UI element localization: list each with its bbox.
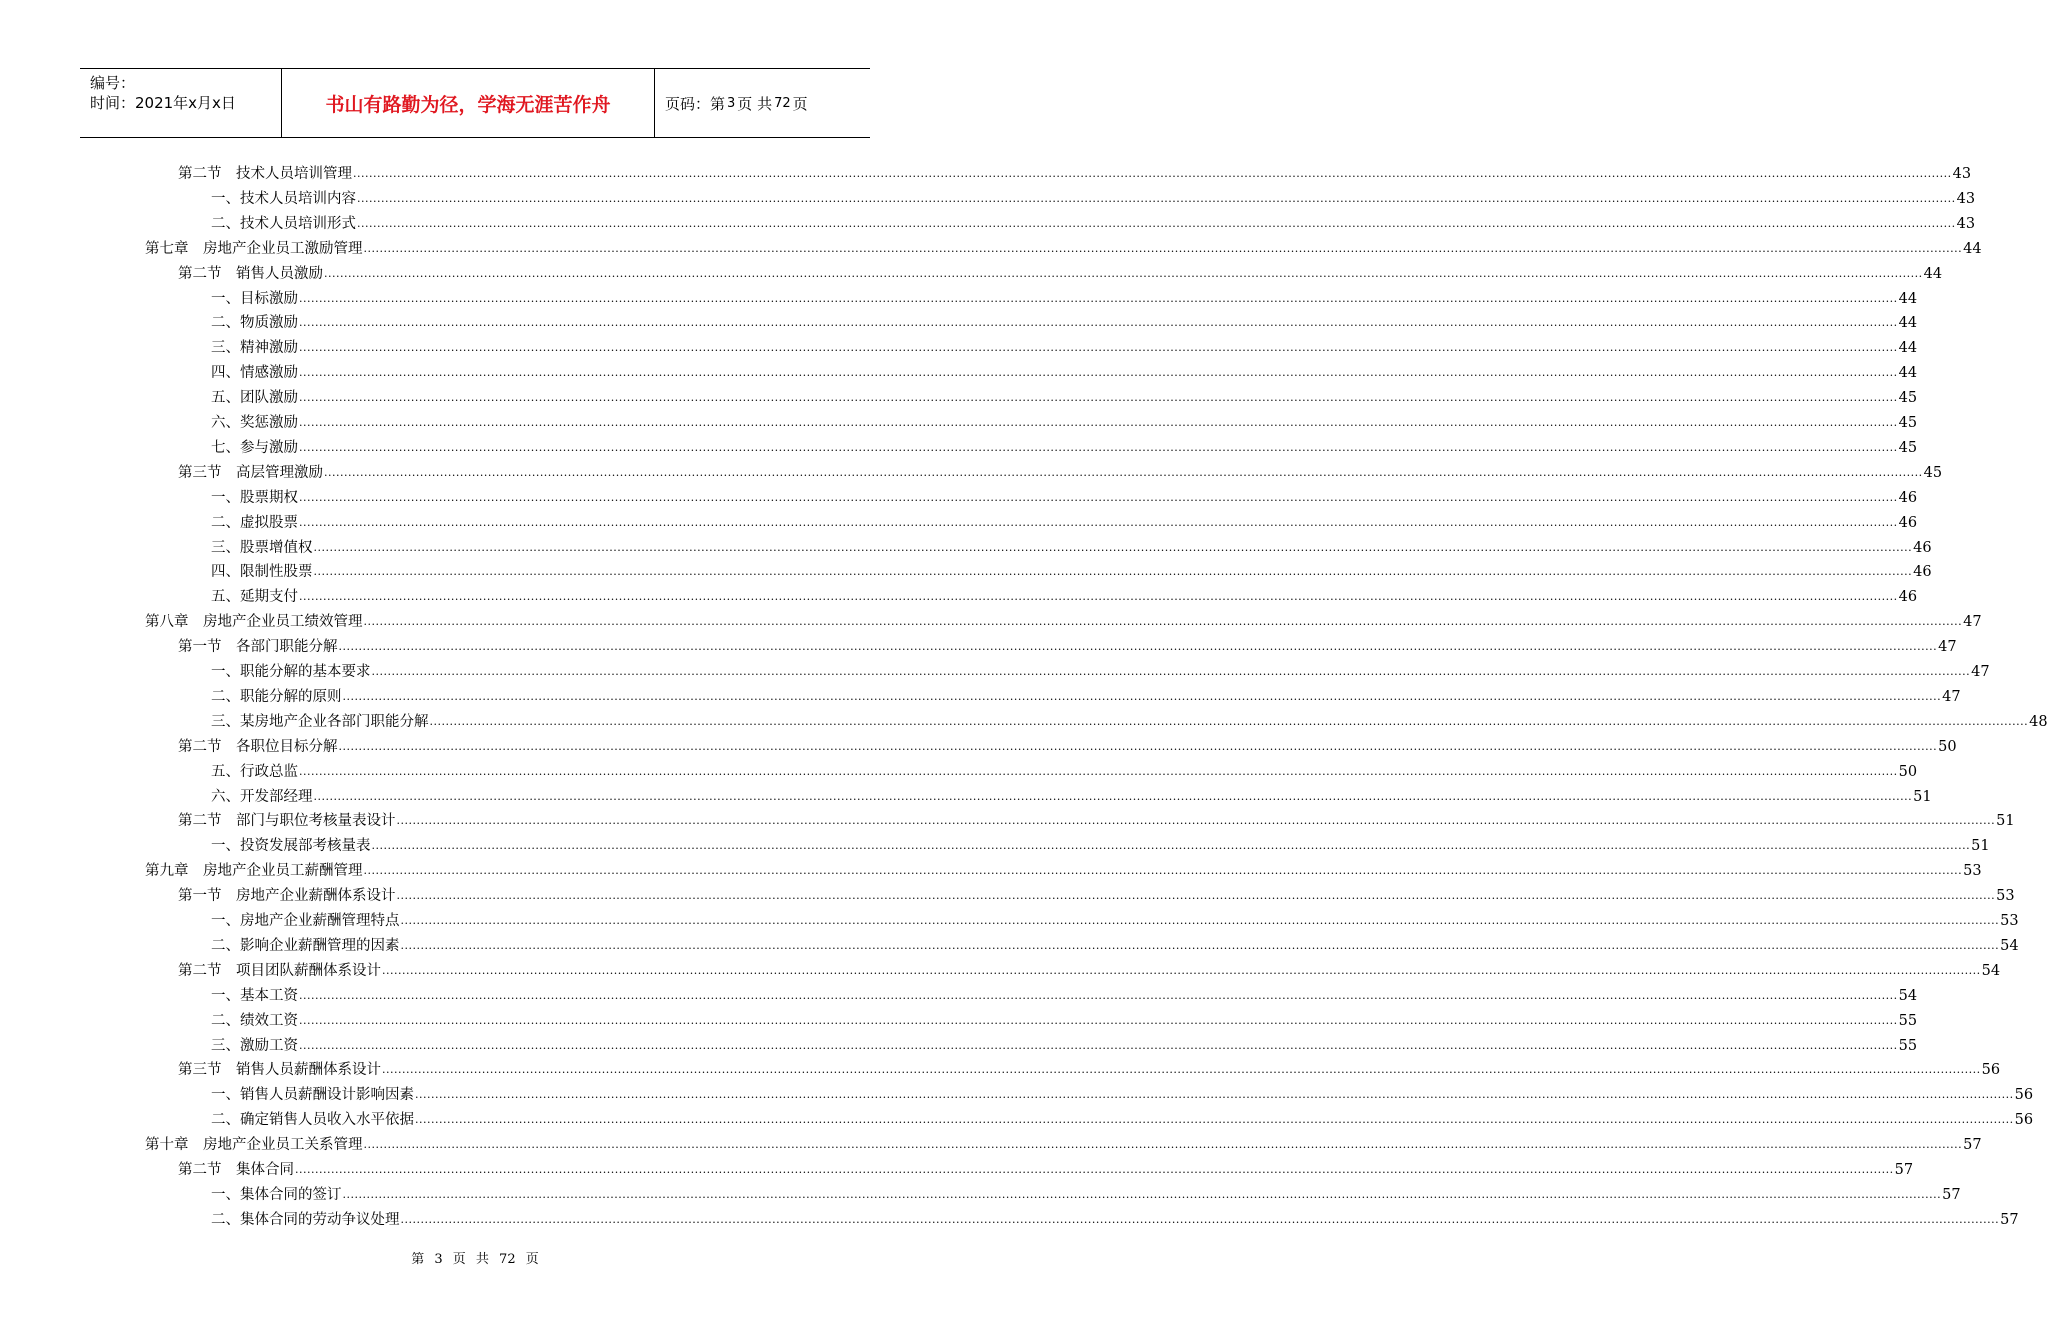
toc-entry-label: 三、激励工资 xyxy=(211,1037,298,1054)
toc-entry[interactable] xyxy=(178,956,2001,980)
toc-leader-dots: ................................................................................................................................................................................................................................................................................................................................................................................................................ xyxy=(324,465,1923,479)
toc-entry-page: 50 xyxy=(1938,738,1957,755)
toc-entry[interactable] xyxy=(211,433,1918,457)
toc-entry[interactable] xyxy=(211,1031,1918,1055)
toc-entry-page: 57 xyxy=(1942,1186,1961,1203)
toc-entry-label: 六、开发部经理 xyxy=(211,788,313,805)
toc-entry[interactable] xyxy=(145,856,1982,880)
toc-leader-dots: ................................................................................................................................................................................................................................................................................................................................................................................................................ xyxy=(415,1088,2014,1102)
toc-leader-dots: ................................................................................................................................................................................................................................................................................................................................................................................................................ xyxy=(324,266,1923,280)
toc-leader-dots: ................................................................................................................................................................................................................................................................................................................................................................................................................ xyxy=(299,515,1898,529)
page-current: 3 xyxy=(727,95,736,111)
toc-entry-label: 第十章 房地产企业员工关系管理 xyxy=(145,1137,363,1154)
toc-entry-label: 第二节 销售人员激励 xyxy=(178,265,323,282)
toc-entry-page: 44 xyxy=(1898,290,1918,307)
toc-leader-dots: ................................................................................................................................................................................................................................................................................................................................................................................................................ xyxy=(299,366,1898,380)
toc-entry-label: 一、基本工资 xyxy=(211,987,298,1004)
toc-entry-page: 54 xyxy=(1898,987,1918,1004)
page-total: 72 xyxy=(774,95,791,111)
toc-leader-dots: ................................................................................................................................................................................................................................................................................................................................................................................................................ xyxy=(299,316,1898,330)
toc-entry-page: 53 xyxy=(1996,888,2015,905)
toc-entry-label: 第八章 房地产企业员工绩效管理 xyxy=(145,614,363,631)
toc-entry-page: 43 xyxy=(1952,166,1972,182)
toc-entry-page: 47 xyxy=(1938,639,1957,656)
toc-entry-label: 一、技术人员培训内容 xyxy=(211,190,356,207)
toc-entry[interactable] xyxy=(178,632,1957,656)
toc-leader-dots: ................................................................................................................................................................................................................................................................................................................................................................................................................ xyxy=(363,1138,1963,1152)
toc-leader-dots: ................................................................................................................................................................................................................................................................................................................................................................................................................ xyxy=(342,689,1942,703)
toc-entry[interactable] xyxy=(211,508,1918,532)
toc-entry-page: 43 xyxy=(1956,215,1976,232)
toc-entry[interactable] xyxy=(211,333,1918,357)
toc-entry-page: 51 xyxy=(1996,813,2015,830)
toc-entry[interactable] xyxy=(211,1006,1918,1030)
toc-entry-label: 五、行政总监 xyxy=(211,763,298,780)
toc-entry-label: 一、房地产企业薪酬管理特点 xyxy=(211,913,400,929)
toc-entry-label: 四、限制性股票 xyxy=(211,564,313,581)
toc-leader-dots: ................................................................................................................................................................................................................................................................................................................................................................................................................ xyxy=(415,1113,2014,1127)
toc-entry-label: 三、精神激励 xyxy=(211,340,298,357)
toc-entry[interactable] xyxy=(211,657,1990,681)
toc-leader-dots: ................................................................................................................................................................................................................................................................................................................................................................................................................ xyxy=(357,216,1956,230)
toc-leader-dots: ................................................................................................................................................................................................................................................................................................................................................................................................................ xyxy=(299,416,1898,429)
toc-leader-dots: ................................................................................................................................................................................................................................................................................................................................................................................................................ xyxy=(295,1163,1894,1176)
toc-entry-page: 57 xyxy=(1963,1137,1982,1154)
toc-leader-dots: ................................................................................................................................................................................................................................................................................................................................................................................................................ xyxy=(342,1187,1942,1201)
toc-entry-page: 50 xyxy=(1898,763,1918,780)
toc-leader-dots: ................................................................................................................................................................................................................................................................................................................................................................................................................ xyxy=(363,615,1963,629)
toc-leader-dots: ................................................................................................................................................................................................................................................................................................................................................................................................................ xyxy=(400,1212,2000,1226)
toc-entry-label: 六、奖惩激励 xyxy=(211,415,298,431)
toc-entry-label: 第一节 房地产企业薪酬体系设计 xyxy=(178,888,396,905)
toc-entry-label: 三、股票增值权 xyxy=(211,539,313,556)
toc-entry-label: 二、确定销售人员收入水平依据 xyxy=(211,1112,414,1129)
toc-entry-label: 二、技术人员培训形式 xyxy=(211,215,356,232)
toc-entry-page: 48 xyxy=(2029,713,2048,730)
toc-entry[interactable] xyxy=(211,981,1918,1005)
toc-entry[interactable] xyxy=(211,308,1918,332)
toc-entry[interactable] xyxy=(211,831,1990,855)
toc-entry-page: 45 xyxy=(1898,439,1918,456)
toc-leader-dots: ................................................................................................................................................................................................................................................................................................................................................................................................................ xyxy=(299,490,1898,504)
toc-leader-dots: ................................................................................................................................................................................................................................................................................................................................................................................................................ xyxy=(382,963,1981,977)
toc-entry-label: 二、集体合同的劳动争议处理 xyxy=(211,1211,400,1228)
toc-entry[interactable] xyxy=(211,358,1918,382)
toc-entry-page: 44 xyxy=(1923,265,1943,282)
toc-entry-page: 44 xyxy=(1898,340,1918,357)
toc-entry[interactable] xyxy=(145,234,1982,258)
toc-leader-dots: ................................................................................................................................................................................................................................................................................................................................................................................................................ xyxy=(429,714,2029,728)
toc-entry-label: 五、团队激励 xyxy=(211,390,298,407)
toc-entry-label: 二、绩效工资 xyxy=(211,1012,298,1029)
toc-entry-page: 47 xyxy=(1963,614,1982,631)
toc-entry-page: 54 xyxy=(2000,937,2019,954)
toc-entry-page: 47 xyxy=(1942,688,1961,705)
toc-entry-label: 第二节 项目团队薪酬体系设计 xyxy=(178,962,381,979)
toc-leader-dots: ................................................................................................................................................................................................................................................................................................................................................................................................................ xyxy=(299,590,1898,604)
toc-entry-label: 一、职能分解的基本要求 xyxy=(211,664,371,680)
toc-leader-dots: ................................................................................................................................................................................................................................................................................................................................................................................................................ xyxy=(400,938,2000,952)
toc-entry-page: 53 xyxy=(1963,863,1982,880)
toc-leader-dots: ................................................................................................................................................................................................................................................................................................................................................................................................................ xyxy=(363,241,1963,255)
toc-entry[interactable] xyxy=(178,806,2015,830)
toc-entry[interactable] xyxy=(211,408,1918,432)
toc-entry-page: 56 xyxy=(1981,1062,2001,1079)
toc-entry-label: 二、虚拟股票 xyxy=(211,514,298,531)
toc-entry-label: 第九章 房地产企业员工薪酬管理 xyxy=(145,863,363,880)
toc-entry-page: 46 xyxy=(1913,564,1932,581)
toc-entry-page: 45 xyxy=(1898,415,1918,431)
toc-entry-label: 七、参与激励 xyxy=(211,439,298,456)
toc-leader-dots: ................................................................................................................................................................................................................................................................................................................................................................................................................ xyxy=(396,889,1996,903)
toc-entry-label: 第三节 销售人员薪酬体系设计 xyxy=(178,1062,381,1079)
toc-entry[interactable] xyxy=(211,682,1961,706)
toc-entry-page: 43 xyxy=(1956,190,1976,207)
toc-entry[interactable] xyxy=(178,259,1943,283)
toc-leader-dots: ................................................................................................................................................................................................................................................................................................................................................................................................................ xyxy=(353,167,1952,180)
toc-entry-label: 第二节 各职位目标分解 xyxy=(178,738,338,755)
toc-leader-dots: ................................................................................................................................................................................................................................................................................................................................................................................................................ xyxy=(299,341,1898,355)
header-motto: 书山有路勤为径，学海无涯苦作舟 xyxy=(282,69,655,137)
toc-entry[interactable] xyxy=(211,533,1932,557)
toc-entry[interactable] xyxy=(178,1055,2001,1079)
toc-entry-label: 第七章 房地产企业员工激励管理 xyxy=(145,240,363,257)
toc-leader-dots: ................................................................................................................................................................................................................................................................................................................................................................................................................ xyxy=(313,540,1913,554)
toc-entry-page: 54 xyxy=(1981,962,2001,979)
toc-entry-page: 55 xyxy=(1898,1037,1918,1054)
toc-leader-dots: ................................................................................................................................................................................................................................................................................................................................................................................................................ xyxy=(299,391,1898,405)
toc-entry-page: 56 xyxy=(2014,1087,2034,1104)
header-meta-cell xyxy=(80,69,282,137)
toc-entry-page: 45 xyxy=(1923,464,1943,481)
toc-entry-page: 45 xyxy=(1898,390,1918,407)
toc-entry-label: 四、情感激励 xyxy=(211,365,298,382)
toc-entry-page: 44 xyxy=(1898,315,1918,332)
toc-leader-dots: ................................................................................................................................................................................................................................................................................................................................................................................................................ xyxy=(357,191,1956,205)
toc-leader-dots: ................................................................................................................................................................................................................................................................................................................................................................................................................ xyxy=(299,764,1898,778)
toc-entry-label: 第二节 部门与职位考核量表设计 xyxy=(178,813,396,830)
toc-leader-dots: ................................................................................................................................................................................................................................................................................................................................................................................................................ xyxy=(400,914,2000,927)
toc-entry[interactable] xyxy=(211,707,2048,731)
toc-entry-page: 51 xyxy=(1971,838,1990,855)
toc-entry[interactable] xyxy=(211,557,1932,581)
toc-entry-page: 46 xyxy=(1898,589,1918,606)
toc-leader-dots: ................................................................................................................................................................................................................................................................................................................................................................................................................ xyxy=(299,291,1898,305)
toc-entry[interactable] xyxy=(145,1130,1982,1154)
toc-entry-label: 三、某房地产企业各部门职能分解 xyxy=(211,713,429,730)
toc-entry[interactable] xyxy=(211,1205,2019,1229)
header-page-info xyxy=(655,69,870,137)
toc-leader-dots: ................................................................................................................................................................................................................................................................................................................................................................................................................ xyxy=(313,565,1913,579)
toc-leader-dots: ................................................................................................................................................................................................................................................................................................................................................................................................................ xyxy=(299,1013,1898,1027)
toc-entry[interactable] xyxy=(178,159,1972,183)
toc-entry-label: 第二节 技术人员培训管理 xyxy=(178,166,352,182)
toc-entry[interactable] xyxy=(145,607,1982,631)
toc-entry[interactable] xyxy=(211,383,1918,407)
toc-entry-label: 第三节 高层管理激励 xyxy=(178,464,323,481)
toc-leader-dots: ................................................................................................................................................................................................................................................................................................................................................................................................................ xyxy=(396,814,1996,828)
toc-leader-dots: ................................................................................................................................................................................................................................................................................................................................................................................................................ xyxy=(371,665,1971,678)
toc-entry[interactable] xyxy=(211,483,1918,507)
toc-leader-dots: ................................................................................................................................................................................................................................................................................................................................................................................................................ xyxy=(382,1063,1981,1077)
toc-entry-page: 46 xyxy=(1913,539,1932,556)
toc-entry[interactable] xyxy=(178,458,1943,482)
page-suffix: 页 xyxy=(792,94,808,113)
toc-entry-page: 53 xyxy=(2000,913,2019,929)
toc-entry-label: 一、投资发展部考核量表 xyxy=(211,838,371,855)
toc-leader-dots: ................................................................................................................................................................................................................................................................................................................................................................................................................ xyxy=(338,739,1938,753)
toc-leader-dots: ................................................................................................................................................................................................................................................................................................................................................................................................................ xyxy=(299,1038,1898,1052)
toc-entry-page: 51 xyxy=(1913,788,1932,805)
toc-entry-label: 一、销售人员薪酬设计影响因素 xyxy=(211,1087,414,1104)
toc-entry-page: 46 xyxy=(1898,489,1918,506)
toc-entry-page: 55 xyxy=(1898,1012,1918,1029)
toc-entry-label: 二、职能分解的原则 xyxy=(211,688,342,705)
toc-entry[interactable] xyxy=(178,1155,1914,1179)
toc-entry[interactable] xyxy=(211,782,1932,806)
page-header xyxy=(80,68,870,138)
toc-entry[interactable] xyxy=(211,1080,2034,1104)
toc-entry-label: 一、集体合同的签订 xyxy=(211,1186,342,1203)
toc-leader-dots: ................................................................................................................................................................................................................................................................................................................................................................................................................ xyxy=(363,864,1963,878)
toc-entry[interactable] xyxy=(211,284,1918,308)
toc-entry[interactable] xyxy=(211,757,1918,781)
toc-entry-label: 五、延期支付 xyxy=(211,589,298,606)
page-prefix: 页码：第 xyxy=(665,94,726,113)
document-time-label: 时间：2021年x月x日 xyxy=(90,94,236,112)
page-footer: 第 3 页 共 72 页 xyxy=(411,1252,539,1267)
toc-entry[interactable] xyxy=(211,1180,1961,1204)
toc-entry-label: 第一节 各部门职能分解 xyxy=(178,639,338,656)
toc-entry-label: 一、目标激励 xyxy=(211,290,298,307)
toc-leader-dots: ................................................................................................................................................................................................................................................................................................................................................................................................................ xyxy=(299,440,1898,454)
toc-entry-page: 46 xyxy=(1898,514,1918,531)
toc-entry-label: 第二节 集体合同 xyxy=(178,1162,294,1178)
toc-leader-dots: ................................................................................................................................................................................................................................................................................................................................................................................................................ xyxy=(299,988,1898,1002)
toc-leader-dots: ................................................................................................................................................................................................................................................................................................................................................................................................................ xyxy=(338,640,1938,654)
toc-entry-page: 44 xyxy=(1898,365,1918,382)
toc-entry[interactable] xyxy=(211,582,1918,606)
toc-entry-page: 57 xyxy=(2000,1211,2019,1228)
toc-entry-label: 二、物质激励 xyxy=(211,315,298,332)
toc-entry[interactable] xyxy=(178,732,1957,756)
toc-entry[interactable] xyxy=(211,209,1976,233)
document-number-label: 编号： xyxy=(90,74,136,92)
toc-entry-label: 二、影响企业薪酬管理的因素 xyxy=(211,937,400,954)
toc-entry-page: 44 xyxy=(1963,240,1982,257)
toc-entry[interactable] xyxy=(211,906,2019,930)
toc-entry[interactable] xyxy=(211,931,2019,955)
toc-entry[interactable] xyxy=(178,881,2015,905)
toc-entry-label: 一、股票期权 xyxy=(211,489,298,506)
toc-leader-dots: ................................................................................................................................................................................................................................................................................................................................................................................................................ xyxy=(371,839,1971,853)
toc-entry[interactable] xyxy=(211,184,1976,208)
toc-entry-page: 57 xyxy=(1894,1162,1914,1178)
toc-entry[interactable] xyxy=(211,1105,2034,1129)
page-mid: 页 共 xyxy=(737,94,773,113)
toc-entry-page: 47 xyxy=(1971,664,1990,680)
toc-leader-dots: ................................................................................................................................................................................................................................................................................................................................................................................................................ xyxy=(313,789,1913,803)
toc-entry-page: 56 xyxy=(2014,1112,2034,1129)
